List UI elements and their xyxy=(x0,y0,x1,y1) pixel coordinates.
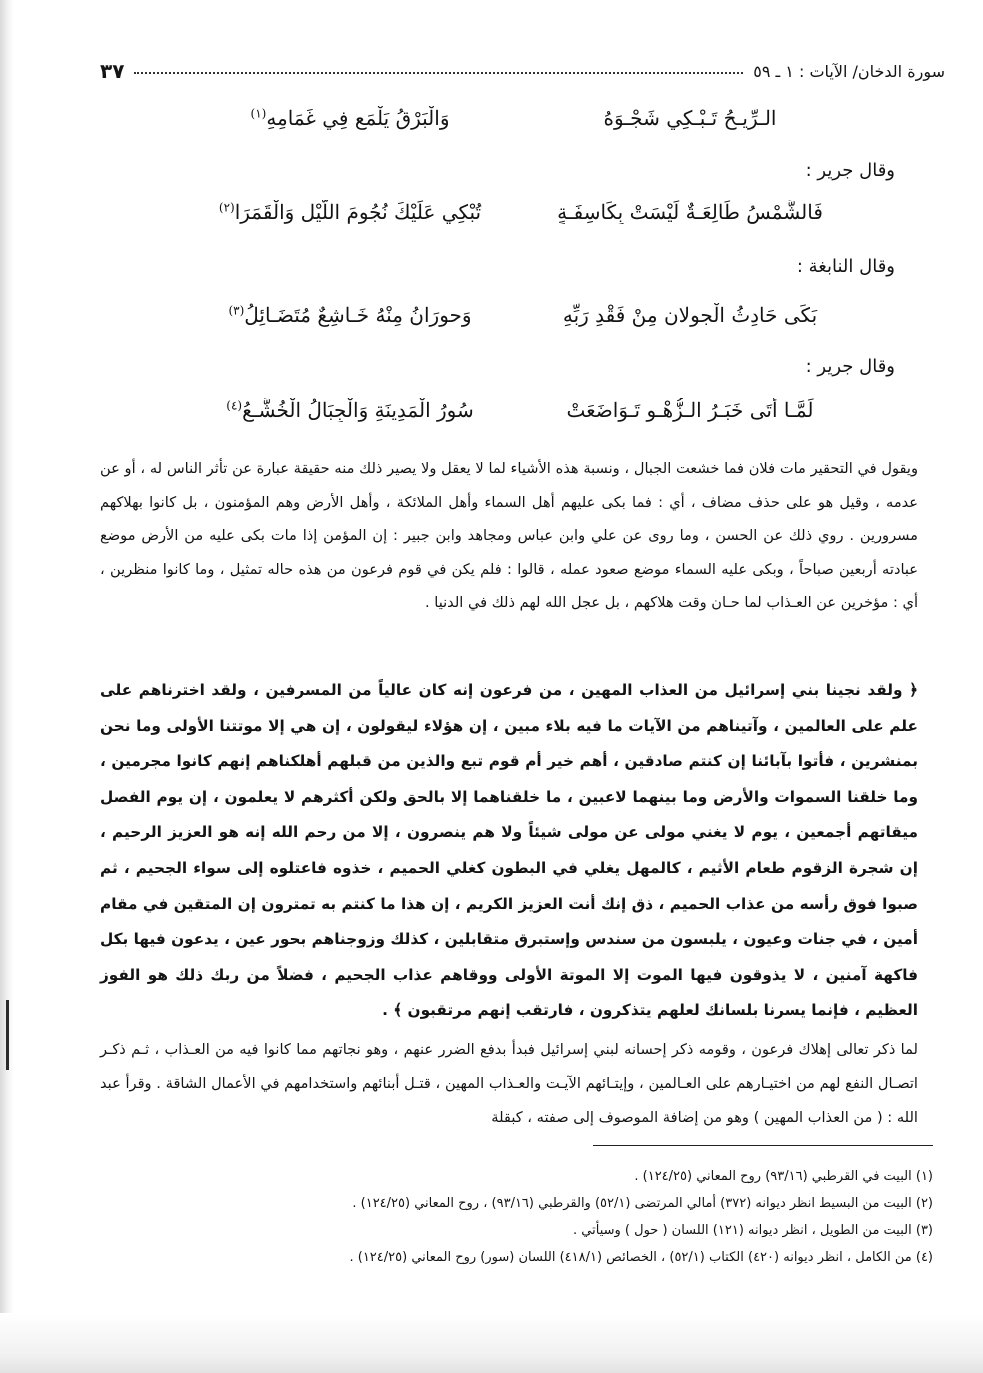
footnote: (١) البيت في القرطبي (٩٣/١٦) روح المعاني (١٢٤/٢٥) . xyxy=(634,1169,933,1184)
binding-mark xyxy=(6,1000,9,1070)
page-number: ٣٧ xyxy=(100,59,125,83)
verse-hemistich-second xyxy=(200,303,500,327)
footnote-marker: (٣) xyxy=(228,303,245,318)
leader-dots xyxy=(134,72,743,74)
quran-passage xyxy=(100,673,918,1029)
paragraph-text: لما ذكر تعالى إهلاك فرعون ، وقومه ذكر إحسانه لبني إسرائيل فبدأ بدفع الضرر عنهم ، وهو نجاتهم مما كانوا فيه من العـذاب ، ثـم ذكـر اتصـال النفع لهم من اختيـارهم على العـالمين ، وإيتـائهم الآيـت والعـذاب المهين ، قتـل أبنائهم واستخدامهم في الأعمال الشاقة . وقرأ عبد الله : ( من العذاب المهين ) وهو من إضافة الموصوف إلى صفته ، كبقلة xyxy=(100,1041,918,1126)
verse-line xyxy=(200,398,840,438)
poet-attribution: وقال جرير : xyxy=(805,356,895,377)
poet-attribution: وقال النابغة : xyxy=(796,256,895,277)
verse-hemistich-first: بَكَى حَادِثُ الْجولانِ مِنْ فَقْدِ رَبِّهِ xyxy=(562,303,818,327)
paragraph-text: ويقول في التحقير مات فلان فما خشعت الجبال ، ونسبة هذه الأشياء لما لا يعقل ولا يصير ذلك منه حقيقة عبارة عن تأثر الناس له ، أو عن عدمه ، وقيل هو على حذف مضاف ، أي : فما بكى عليهم أهل السماء وأهل الملائكة ، وأهل الأرض وهم المؤمنون ، بل كانوا بهلاكهم مسرورين . روي ذلك عن الحسن ، وما روى عن علي وابن عباس ومجاهد وابن جبير : إن المؤمن إذا مات بكى عليه من الأرض موضع عبادته أربعين صباحاً ، وبكى عليه السماء موضع صعود عمله ، قالوا : فلم يكن في قوم فرعون من هذه حاله تمثيل ، وما كانوا منظرين ، أي : مؤخرين عن العـذاب لما حـان وقت هلاكهم ، بل عجل الله لهم ذلك في الدنيا . xyxy=(100,460,918,611)
verse-hemistich-first: الـرِّيـحُ تَـبْـكِي شَجْـوَهُ xyxy=(603,106,777,130)
footnotes xyxy=(170,1163,933,1271)
verse-hemistich-second xyxy=(200,200,500,224)
commentary-paragraph xyxy=(100,1033,918,1135)
scan-edge xyxy=(0,0,14,1373)
scan-edge-bottom xyxy=(0,1313,983,1373)
verse-line xyxy=(200,200,840,240)
footnote: (٤) من الكامل ، انظر ديوانه (٤٢٠) الكتاب (٥٢/١) ، الخصائص (٤١٨/١) اللسان (سور) روح المعاني (١٢٤/٢٥) . xyxy=(349,1250,933,1265)
verse-hemistich-second xyxy=(200,398,500,422)
verse-hemistich-first: فَالشَّمْسُ طَالِعَـةٌ لَيْسَتْ بِكَاسِفَـةٍ xyxy=(557,200,823,224)
verse-text: سُورُ الْمَدِينَةِ وَالْجِبَالُ الْخُشَّـعُ xyxy=(242,398,474,422)
verse-text: وَالْبَرْقُ يَلْمَع فِي غَمَامِهِ xyxy=(266,106,450,130)
commentary-paragraph xyxy=(100,452,918,620)
running-title: سورة الدخان/ الآيات : ١ ـ ٥٩ xyxy=(753,61,945,81)
footnote: (٣) البيت من الطويل ، انظر ديوانه (١٢١) اللسان ( حول ) وسيأتي . xyxy=(573,1223,933,1238)
footnote-marker: (٢) xyxy=(218,200,235,215)
verse-line xyxy=(200,303,840,343)
verse-text: تُبْكِي عَلَيْكَ نُجُومَ اللَّيْلِ وَالْقَمَرَا xyxy=(234,200,482,224)
verse-line xyxy=(200,106,840,146)
verse-hemistich-second xyxy=(200,106,500,130)
footnote-marker: (١) xyxy=(250,106,267,121)
verse-hemistich-first: لَمَّـا أَتَى خَبَـرُ الـزُّهْـوِ تَـوَاضَعَتْ xyxy=(566,398,814,422)
poet-attribution: وقال جرير : xyxy=(805,160,895,181)
footnote: (٢) البيت من البسيط انظر ديوانه (٣٧٢) أمالي المرتضى (٥٢/١) والقرطبي (٩٣/١٦) ، روح المعاني (١٢٤/٢٥) . xyxy=(352,1196,933,1211)
footnote-divider xyxy=(593,1145,933,1146)
running-header xyxy=(100,55,945,87)
footnote-marker: (٤) xyxy=(226,398,243,413)
verse-text: وَحورَانُ مِنْهُ خَـاشِعٌ مُتَضَـائِلُ xyxy=(244,303,472,327)
quran-text: ﴿ ولقد نجينا بني إسرائيل من العذاب المهين ، من فرعون إنه كان عالياً من المسرفين ، ولقد اخترناهم على علم على العالمين ، وآتيناهم من الآيات ما فيه بلاء مبين ، إن هؤلاء ليقولون ، إن هي إلا موتتنا الأولى وما نحن بمنشرين ، فأتوا بآبائنا إن كنتم صادقين ، أهم خير أم قوم تبع والذين من قبلهم أهلكناهم إنهم كانوا مجرمين ، وما خلقنا السموات والأرض وما بينهما لاعبين ، ما خلقناهما إلا بالحق ولكن أكثرهم لا يعلمون ، إن يوم الفصل ميقاتهم أجمعين ، يوم لا يغني مولى عن مولى شيئاً ولا هم ينصرون ، إلا من رحم الله إنه هو العزيز الرحيم ، إن شجرة الزقوم طعام الأثيم ، كالمهل يغلي في البطون كغلي الحميم ، خذوه فاعتلوه إلى سواء الجحيم ، ثم صبوا فوق رأسه من عذاب الحميم ، ذق إنك أنت العزيز الكريم ، إن هذا ما كنتم به تمترون إن المتقين في مقام أمين ، في جنات وعيون ، يلبسون من سندس وإستبرق متقابلين ، كذلك وزوجناهم بحور عين ، يدعون فيها بكل فاكهة آمنين ، لا يذوقون فيها الموت إلا الموتة الأولى ووقاهم عذاب الجحيم ، فضلاً من ربك ذلك هو الفوز العظيم ، فإنما يسرنا بلسانك لعلهم يتذكرون ، فارتقب إنهم مرتقبون ﴾ . xyxy=(100,681,918,1020)
